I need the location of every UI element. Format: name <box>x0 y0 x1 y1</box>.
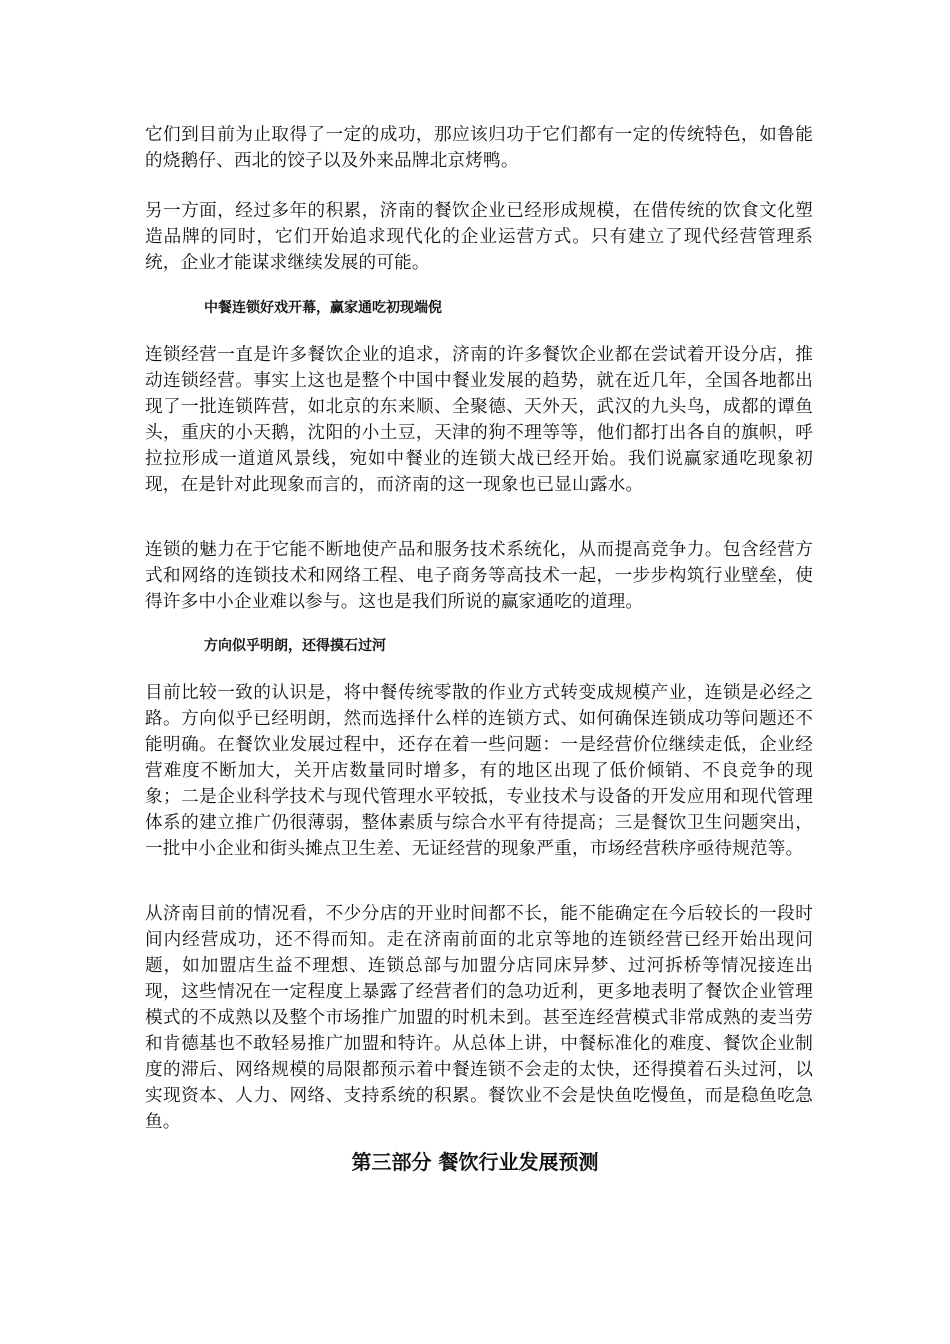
paragraph-traditional-features: 它们到目前为止取得了一定的成功，那应该归功于它们都有一定的传统特色，如鲁能的烧鹅仔、西北的饺子以及外来品牌北京烤鸭。 <box>145 125 813 171</box>
paragraph-current-consensus: 目前比较一致的认识是，将中餐传统零散的作业方式转变成规模产业，连锁是必经之路。方向似乎已经明朗，然而选择什么样的连锁方式、如何确保连锁成功等问题还不能明确。在餐饮业发展过程中，还存在着一些问题：一是经营价位继续走低，企业经营难度不断加大，关开店数量同时增多，有的地区出现了低价倾销、不良竞争的现象；二是企业科学技术与现代管理水平较抵，专业技术与设备的开发应用和现代管理体系的建立推广仍很薄弱，整体素质与综合水平有待提高；三是餐饮卫生问题突出，一批中小企业和街头摊点卫生差、无证经营的现象严重，市场经营秩序亟待规范等。 <box>145 683 813 859</box>
section-title: 第三部分 餐饮行业发展预测 <box>351 1150 599 1174</box>
paragraph-chain-operations: 连锁经营一直是许多餐饮企业的追求，济南的许多餐饮企业都在尝试着开设分店，推动连锁经营。事实上这也是整个中国中餐业发展的趋势，就在近几年，全国各地都出现了一批连锁阵营，如北京的东来顺、全聚德、天外天，武汉的九头鸟，成都的谭鱼头，重庆的小天鹅，沈阳的小土豆，天津的狗不理等等，他们都打出各自的旗帜，呼拉拉形成一道道风景线，宛如中餐业的连锁大战已经开始。我们说赢家通吃现象初现，在是针对此现象而言的，而济南的这一现象也已显山露水。 <box>145 345 813 495</box>
subheading-chain-opening: 中餐连锁好戏开幕，赢家通吃初现端倪 <box>204 300 442 316</box>
paragraph-modern-management: 另一方面，经过多年的积累，济南的餐饮企业已经形成规模，在借传统的饮食文化塑造品牌的同时，它们开始追求现代化的企业运营方式。只有建立了现代经营管理系统，企业才能谋求继续发展的可能。 <box>145 201 813 273</box>
paragraph-chain-appeal: 连锁的魅力在于它能不断地使产品和服务技术系统化，从而提高竞争力。包含经营方式和网络的连锁技术和网络工程、电子商务等高技术一起，一步步构筑行业壁垒，使得许多中小企业难以参与。这也是我们所说的赢家通吃的道理。 <box>145 540 813 612</box>
paragraph-jinan-situation: 从济南目前的情况看，不少分店的开业时间都不长，能不能确定在今后较长的一段时间内经营成功，还不得而知。走在济南前面的北京等地的连锁经营已经开始出现问题，如加盟店生益不理想、连锁总部与加盟分店同床异梦、过河拆桥等情况接连出现，这些情况在一定程度上暴露了经营者们的急功近利，更多地表明了餐饮企业管理模式的不成熟以及整个市场推广加盟的时机未到。甚至连经营模式非常成熟的麦当劳和肯德基也不敢轻易推广加盟和特许。从总体上讲，中餐标准化的难度、餐饮企业制度的滞后、网络规模的局限都预示着中餐连锁不会走的太快，还得摸着石头过河，以实现资本、人力、网络、支持系统的积累。餐饮业不会是快鱼吃慢鱼，而是稳鱼吃急鱼。 <box>145 904 813 1132</box>
subheading-direction: 方向似乎明朗，还得摸石过河 <box>204 638 386 654</box>
